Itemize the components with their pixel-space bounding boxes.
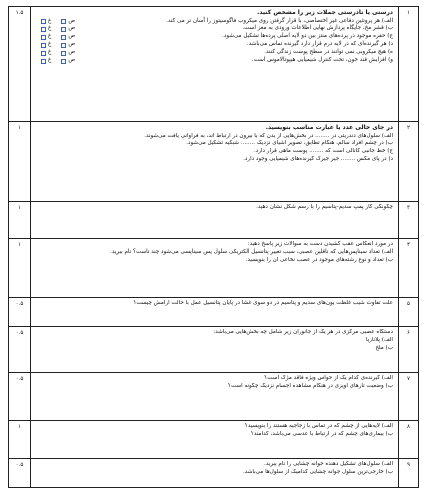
question-text: الف) لایه‌هایی از چشم که در تماس با زجاجیه هستند را بنویسید؟ <box>244 423 393 429</box>
question-text: الف) گیرنده‌ی کدام یک از حواس ویژه فاقد مژک است؟ <box>264 375 393 381</box>
fill-blank-item: الف) سلول‌های دندریتی در ........ در بخش‌هایی از بدن که با بیرون در ارتباط اند، به فراوانی یافت می‌شوند. <box>144 132 393 139</box>
question-row-7 <box>9 373 419 421</box>
question-body <box>31 7 399 122</box>
true-label: ص <box>68 41 76 48</box>
true-checkbox[interactable] <box>61 43 66 48</box>
question-score: ۱ <box>9 202 31 239</box>
question-body <box>31 122 399 202</box>
false-label: غ <box>48 41 52 48</box>
question-text: دستگاه عصبی مرکزی در هر یک از جانوران زیر شامل چه بخش‌هایی می‌باشد: <box>213 329 393 335</box>
false-checkbox[interactable] <box>41 19 46 24</box>
false-checkbox[interactable] <box>41 35 46 40</box>
true-checkbox[interactable] <box>61 19 66 24</box>
question-score: ۱.۵ <box>9 7 31 122</box>
question-body <box>31 202 399 239</box>
question-body <box>31 459 399 488</box>
question-row-2 <box>9 122 419 202</box>
question-number: ۹ <box>399 459 419 488</box>
question-score: ۱ <box>9 421 31 459</box>
question-number: ۱ <box>399 7 419 122</box>
statement-text: و) افزایش قند خون، تحت کنترل شیمیایی هیپوتالاموس است. <box>251 57 393 64</box>
false-checkbox[interactable] <box>41 27 46 32</box>
true-checkbox[interactable] <box>61 35 66 40</box>
true-checkbox[interactable] <box>61 27 66 32</box>
false-checkbox[interactable] <box>41 51 46 56</box>
question-score: ۰.۵ <box>9 459 31 488</box>
question-body <box>31 327 399 373</box>
question-score: ۰.۵ <box>9 327 31 373</box>
statement-text: ه) هیچ میکروبی نمی توانند در سطح پوست زندگی کنند. <box>264 49 393 56</box>
question-text: چگونگی کار پمپ سدیم-پتاسیم را با رسم شکل نشان دهید. <box>256 204 393 210</box>
question-number: ۲ <box>399 122 419 202</box>
question-title: در جای خالی عدد یا عبارت مناسب بنویسید. <box>265 124 393 131</box>
question-number: ۸ <box>399 421 419 459</box>
false-checkbox[interactable] <box>41 43 46 48</box>
question-body <box>31 298 399 327</box>
question-text: الف) سلول‌های تشکیل دهنده جوانه چشایی را نام ببرید. <box>264 461 393 467</box>
false-checkbox[interactable] <box>41 59 46 64</box>
false-label: غ <box>48 17 52 24</box>
question-text: ب) وضعیت تارهای آویزی در هنگام مشاهده اجسام نزدیک چگونه است؟ <box>228 382 393 389</box>
tf-options <box>35 18 75 26</box>
true-label: ص <box>68 49 76 56</box>
question-score: ۱ <box>9 239 31 298</box>
question-number: ۶ <box>399 327 419 373</box>
statement-text: ج) حفره موجود در پرده‌های منتز بین دو لایه اصلی پرده‌ها تشکیل می‌شود. <box>222 33 393 40</box>
question-number: ۴ <box>399 239 419 298</box>
question-text: ب) خارجی‌ترین سلول جوانه چشایی کدامیک از سلول‌ها می‌باشد. <box>242 468 393 475</box>
question-text: در مورد انعکاس عقب کشیدن دست به سوالات زیر پاسخ دهید: <box>247 241 393 247</box>
true-checkbox[interactable] <box>61 51 66 56</box>
question-row-1 <box>9 7 419 122</box>
statement-text: الف) هر پروتئین دفاعی غیر اختصاصی، با قرار گرفتن روی میکروب فاگوسیتوز را آسان تر می کند. <box>166 17 393 24</box>
false-label: غ <box>48 49 52 56</box>
question-number: ۵ <box>399 298 419 327</box>
question-row-3 <box>9 202 419 239</box>
question-text: علت تفاوت شیب غلظت یون‌های سدیم و پتاسیم در دو سوی غشا در پایان پتانسیل عمل با حالت آرامش چیست؟ <box>133 300 393 306</box>
tf-options <box>35 57 75 65</box>
false-label: غ <box>48 25 52 32</box>
question-score: ۰.۵ <box>9 298 31 327</box>
tf-options <box>35 41 75 49</box>
question-row-8 <box>9 421 419 459</box>
question-body <box>31 421 399 459</box>
fill-blank-item: د) در پای مگس ........ جیر جیرک گیرنده‌های شیمیایی وجود دارد. <box>243 156 393 163</box>
question-score: ۱ <box>9 122 31 202</box>
tf-options <box>35 49 75 57</box>
question-row-9 <box>9 459 419 488</box>
question-text: ب) تعداد و نوع رشته‌های موجود در عصب نخاعی آن را بنویسید. <box>245 256 393 263</box>
question-title: درستی یا نادرستی جملات زیر را مشخص کنید. <box>257 9 393 16</box>
true-label: ص <box>68 33 76 40</box>
fill-blank-item: ج) خط جانبی کانالی است که ........ پوست ماهی قرار دارد. <box>254 148 393 155</box>
exam-sheet <box>8 6 419 495</box>
question-text: الف) تعداد سیناپس‌هایی که ناقلین عصبی، سبب تغییر پتانسیل الکتریکی سلول پس سیناپسی می‌شود چند تاست؟ نام ببرید. <box>110 248 393 255</box>
fill-blank-item: ب) در چشم افراد سالم، هنگام تطابق، تصویر اشیای نزدیک ........ شبکیه تشکیل می‌شود. <box>186 140 393 147</box>
tf-options <box>35 33 75 41</box>
question-score: ۰.۵ <box>9 373 31 421</box>
statement-text: د) هر گیرنده‌ای که در لایه درم قرار دارد گیرنده تماس می‌باشد. <box>246 41 393 48</box>
statement-text: ب) قشر مخ، جایگاه پردازش نهایی اطلاعات ورودی به مغز است. <box>242 25 393 32</box>
question-text: الف) پلاناریا <box>365 336 393 343</box>
tf-item <box>35 49 393 57</box>
question-body <box>31 239 399 298</box>
true-label: ص <box>68 25 76 32</box>
true-checkbox[interactable] <box>61 59 66 64</box>
tf-options <box>35 25 75 33</box>
question-row-4 <box>9 239 419 298</box>
question-number: ۳ <box>399 202 419 239</box>
question-row-6 <box>9 327 419 373</box>
question-row-5 <box>9 298 419 327</box>
false-label: غ <box>48 57 52 64</box>
true-label: ص <box>68 57 76 64</box>
exam-table <box>8 6 419 488</box>
question-body <box>31 373 399 421</box>
question-text: ب) بیماری‌های چشم که در ارتباط با عدسی می‌باشد، کدامند؟ <box>250 430 393 437</box>
true-label: ص <box>68 17 76 24</box>
tf-item <box>35 57 393 65</box>
question-text: ب) ملخ <box>375 344 393 351</box>
question-number: ۷ <box>399 373 419 421</box>
false-label: غ <box>48 33 52 40</box>
